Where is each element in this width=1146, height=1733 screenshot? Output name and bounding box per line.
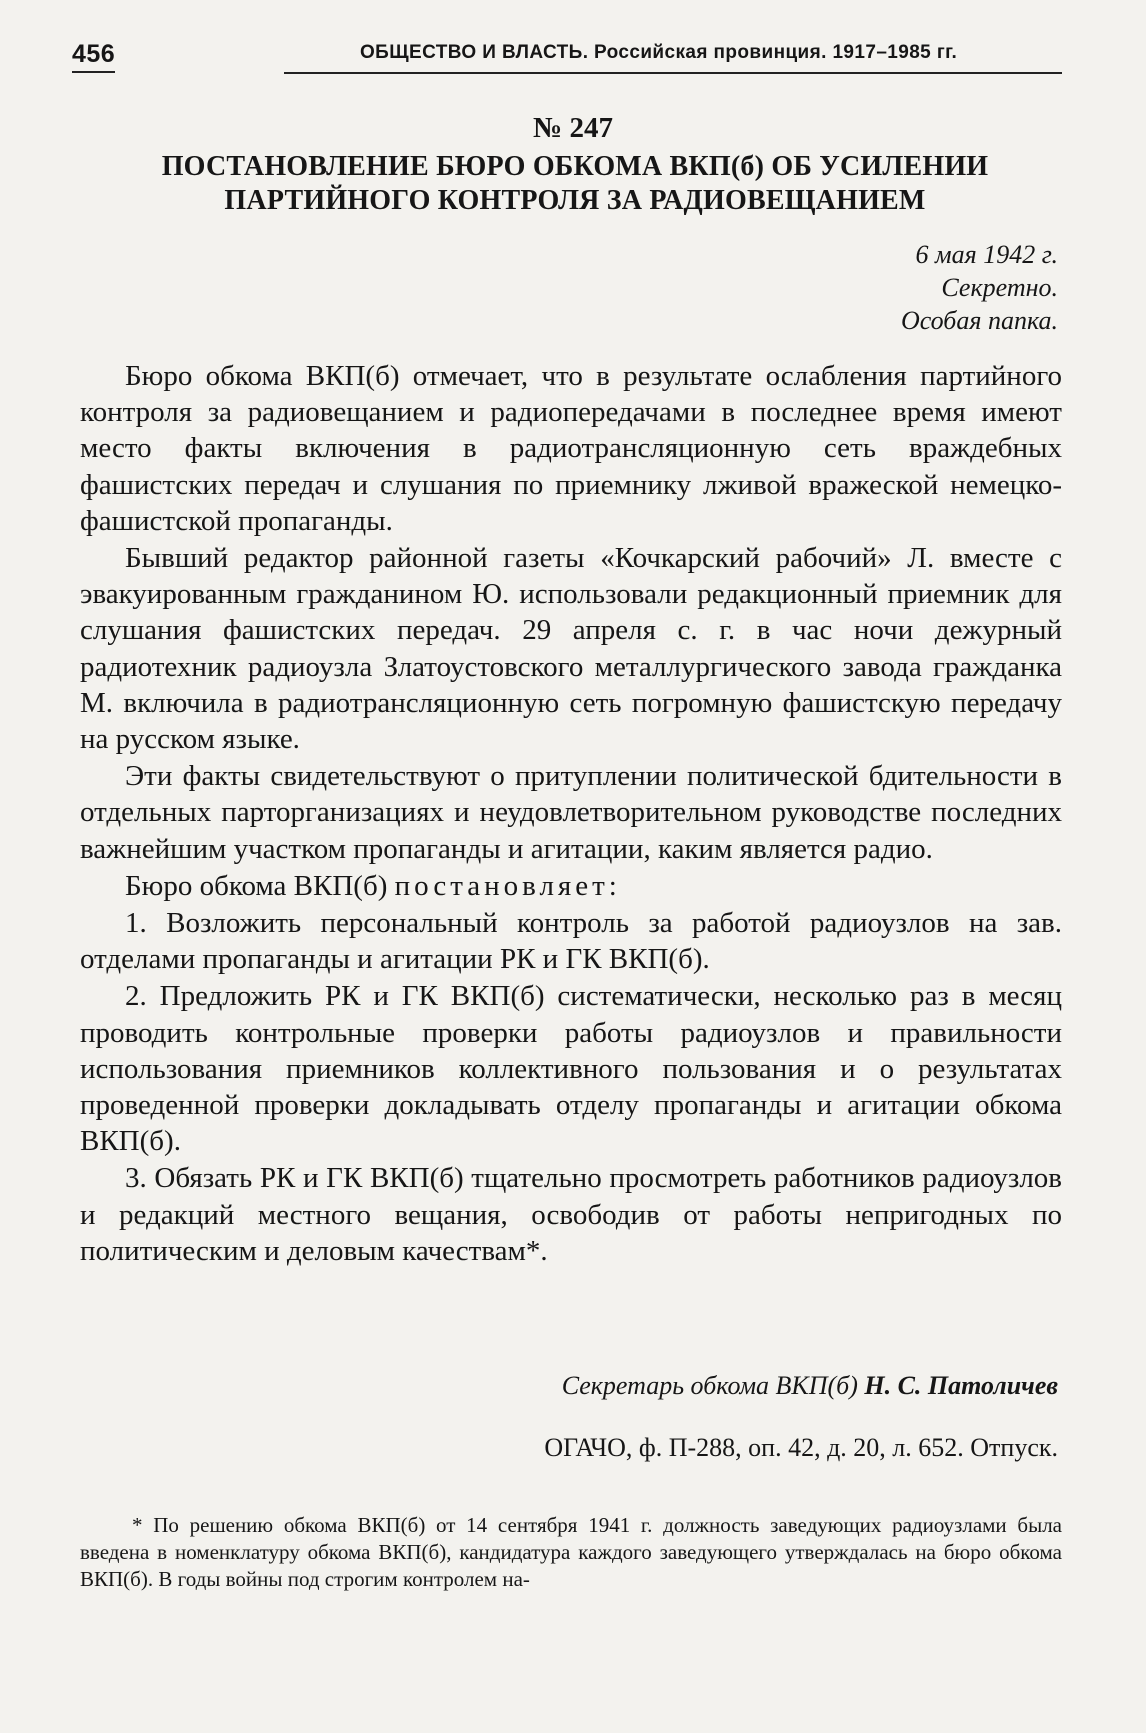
document-body [80, 358, 1062, 1270]
paragraph-1: Бюро обкома ВКП(б) отмечает, что в результате ослабления партийного контроля за радиовещанием и радиопередачами в последнее время имеют место факты включения в радиотрансляционную сеть враждебных фашистских передач и слушания по приемнику лживой вражеской немецко-фашистской пропаганды. [80, 360, 1062, 537]
title-line-2: ПАРТИЙНОГО КОНТРОЛЯ ЗА РАДИОВЕЩАНИЕМ [224, 185, 926, 216]
signature-block [562, 1371, 1058, 1401]
paragraph-2: Бывший редактор районной газеты «Кочкарский рабочий» Л. вместе с эвакуированным гражданином Ю. использовали редакционный приемник для слушания фашистских передач. 29 апреля с. г. в час ночи дежурный радиотехник радиоузла Златоустовского металлургического завода гражданка М. включила в радиотрансляционную сеть погромную фашистскую передачу на русском языке. [80, 542, 1062, 756]
document-meta [901, 238, 1058, 337]
signature-position: Секретарь обкома ВКП(б) [561, 1371, 858, 1400]
document-number: № 247 [533, 112, 613, 144]
resolution-item-3: 3. Обязать РК и ГК ВКП(б) тщательно просмотреть работников радиоузлов и редакций местного вещания, освободив от работы непригодных по политическим и деловым качествам*. [80, 1162, 1062, 1267]
resolution-item-2: 2. Предложить РК и ГК ВКП(б) систематически, несколько раз в месяц проводить контрольные проверки работы радиоузлов и правильности использования приемников коллективного пользования и о результатах проведенной проверки докладывать отделу пропаганды и агитации обкома ВКП(б). [80, 980, 1062, 1158]
archive-reference: ОГАЧО, ф. П-288, оп. 42, д. 20, л. 652. Отпуск. [544, 1433, 1058, 1462]
folder-mark: Особая папка. [900, 306, 1058, 335]
resolves-word: постановляет: [394, 869, 621, 902]
footnote-text: * По решению обкома ВКП(б) от 14 сентября 1941 г. должность заведующих радиоузлами была введена в номенклатуру обкома ВКП(б), кандидатура каждого заведующего утверждалась на бюро обкома ВКП(б). В годы войны под строгим контролем на- [80, 1513, 1062, 1591]
document-date: 6 мая 1942 г. [915, 240, 1058, 269]
paragraph-resolves [80, 868, 1062, 904]
running-header [72, 38, 1062, 78]
paragraph-3: Эти факты свидетельствуют о притуплении политической бдительности в отдельных парторганизациях и неудовлетворительном руководстве последних важнейшим участком пропаганды и агитации, каким является радио. [80, 760, 1062, 865]
title-line-1: ПОСТАНОВЛЕНИЕ БЮРО ОБКОМА ВКП(б) ОБ УСИЛЕНИИ [161, 151, 989, 182]
resolves-prefix: Бюро обкома ВКП(б) [125, 869, 388, 902]
resolution-item-1: 1. Возложить персональный контроль за работой радиоузлов на зав. отделами пропаганды и агитации РК и ГК ВКП(б). [80, 907, 1062, 976]
classification-mark: Секретно. [941, 273, 1058, 302]
signature-name: Н. С. Патоличев [864, 1371, 1058, 1400]
running-title: ОБЩЕСТВО И ВЛАСТЬ. Российская провинция. 1917–1985 гг. [360, 42, 958, 63]
footnote [80, 1512, 1062, 1593]
document-title [110, 150, 1040, 218]
page-number: 456 [72, 40, 115, 73]
header-rule [284, 72, 1062, 74]
